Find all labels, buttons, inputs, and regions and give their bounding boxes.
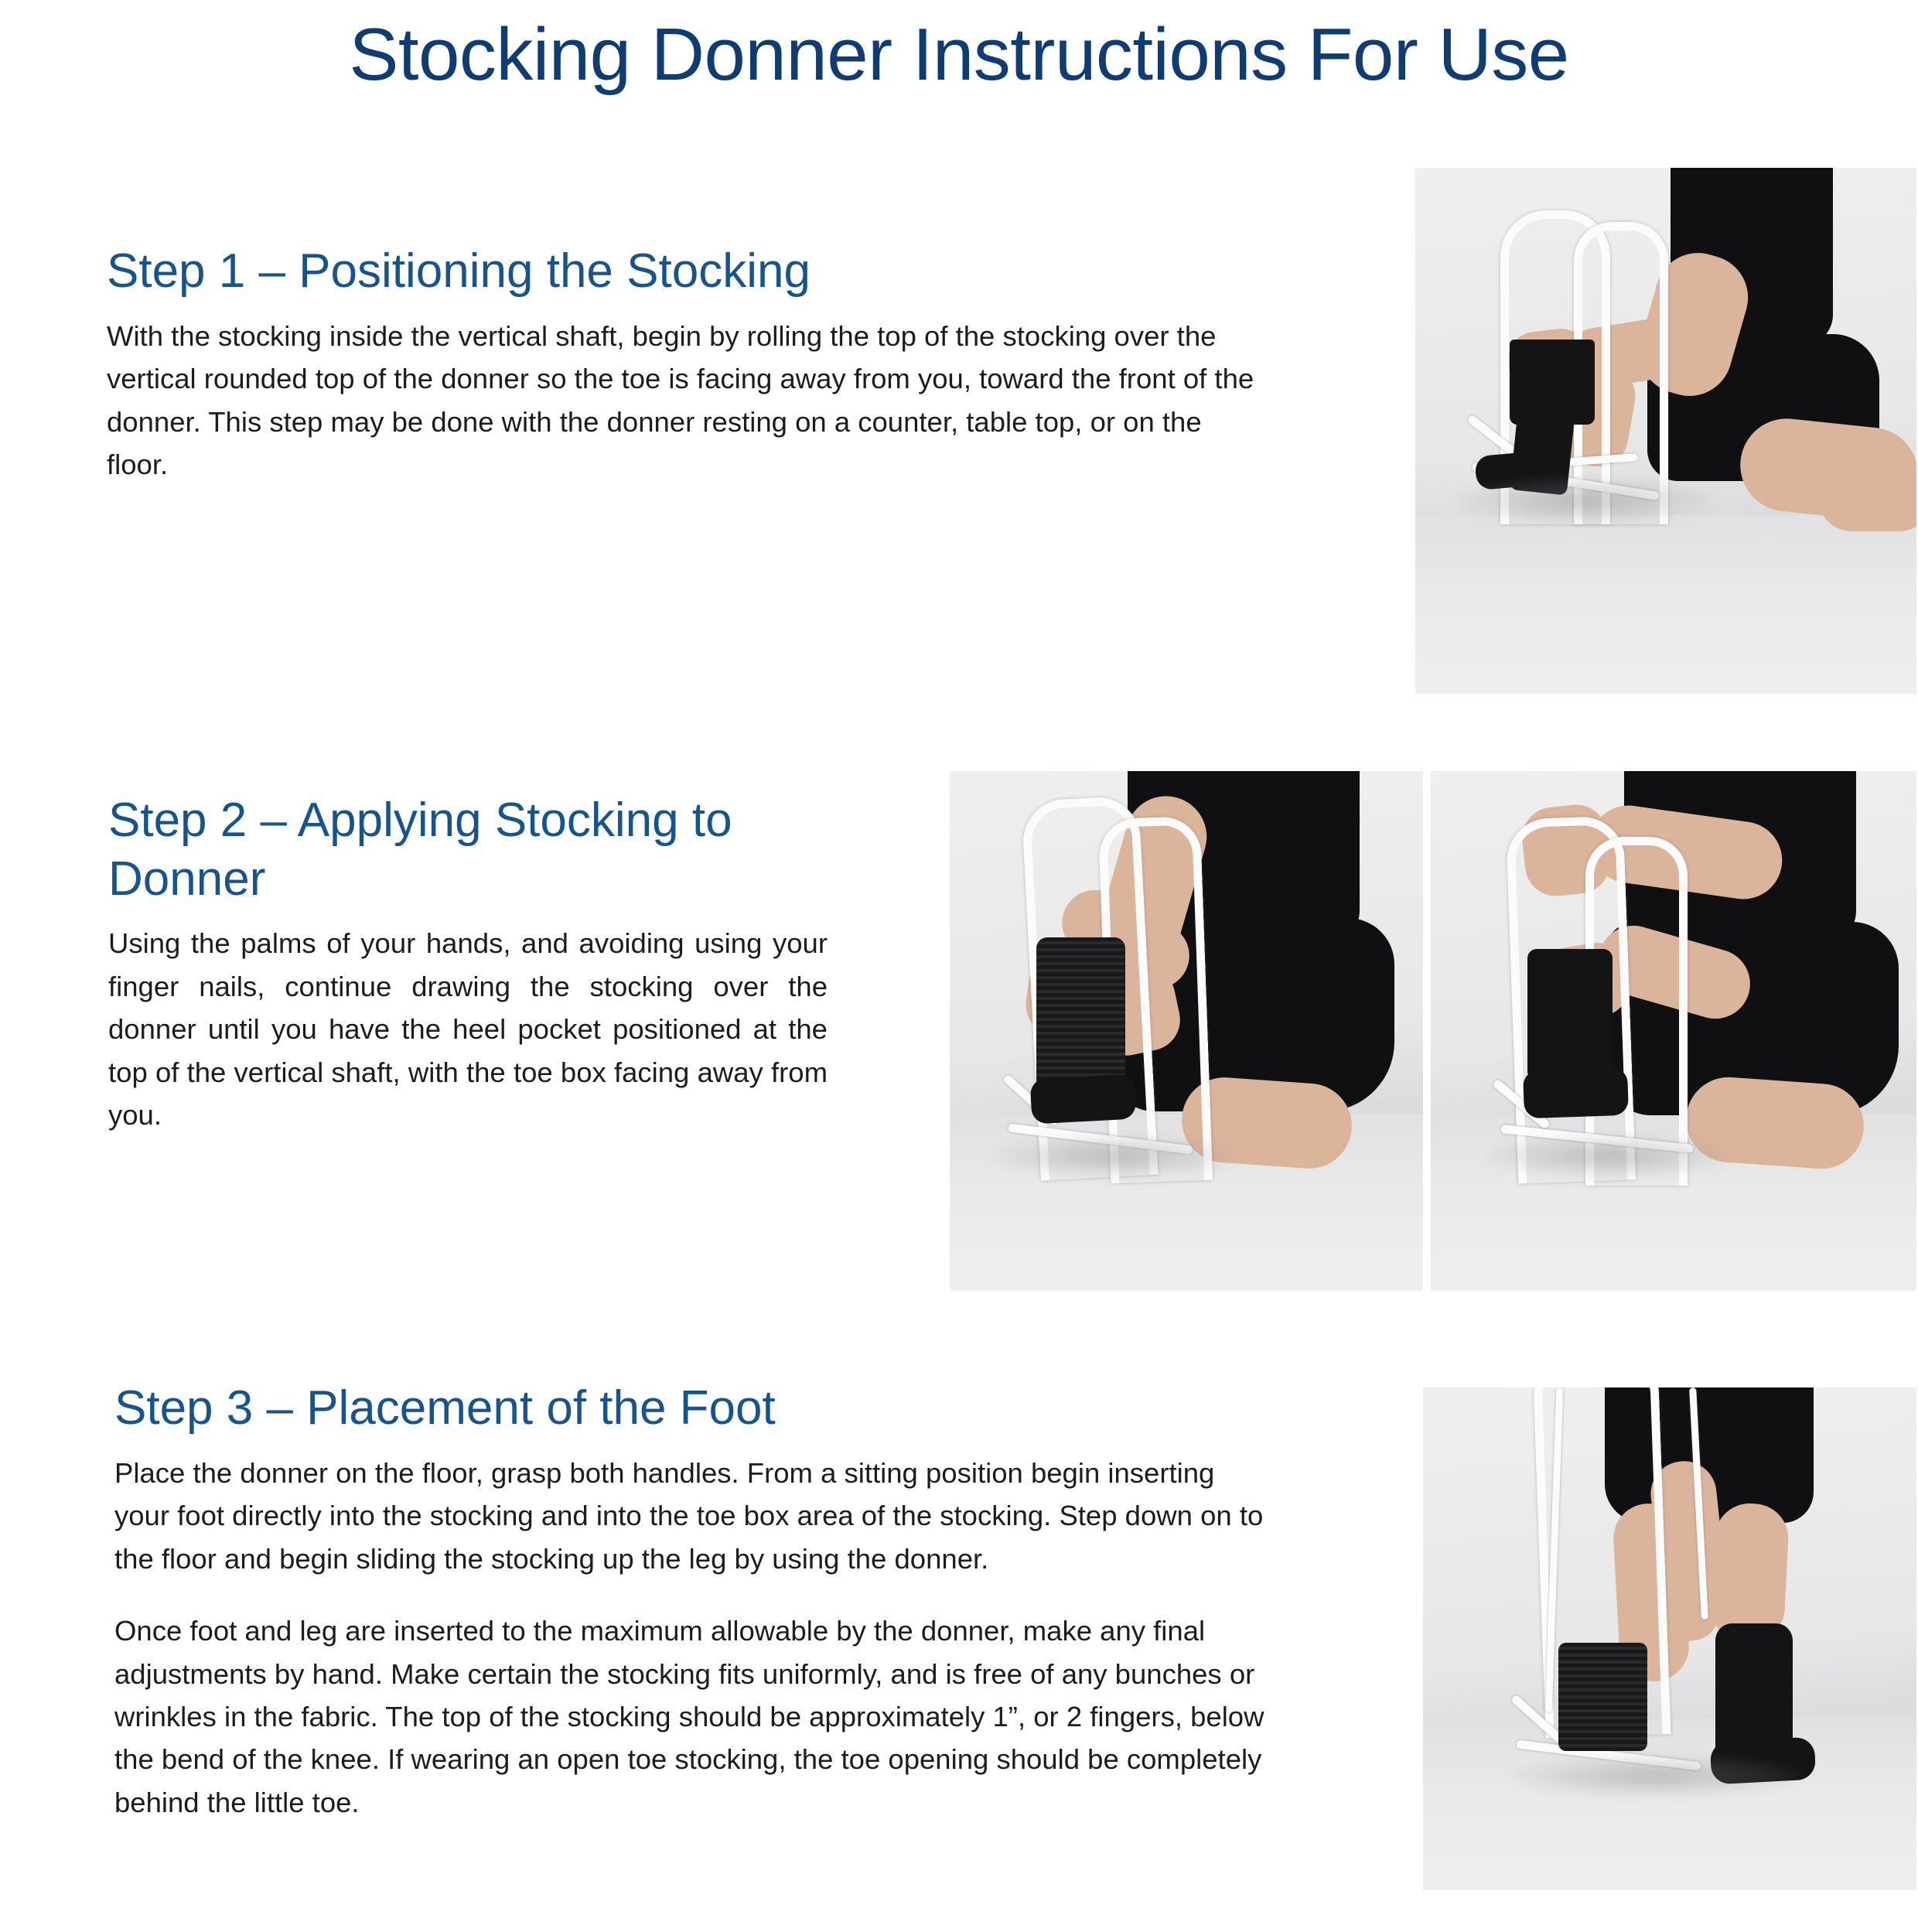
page-title: Stocking Donner Instructions For Use xyxy=(349,13,1569,96)
document-page xyxy=(0,14,1918,1932)
step-2-photo-right xyxy=(1431,771,1916,1291)
step-3-heading: Step 3 – Placement of the Foot xyxy=(114,1381,776,1435)
photo-floor xyxy=(1423,1719,1916,1890)
step-3-paragraph-1: Place the donner on the floor, grasp both handles. From a sitting position begin inserting your foot directly into the stocking and into the toe box area of the stocking. Step down on to the floor and begin sliding the stocking up the leg by using the donner. xyxy=(114,1456,1264,1575)
person-calf xyxy=(1817,462,1916,531)
step-1-body xyxy=(107,315,1267,486)
stocking xyxy=(1527,949,1613,1080)
step-2-paragraph-1: Using the palms of your hands, and avoiding using your finger nails, continue drawing the stocking over the donner until you have the heel pocket positioned at the top of the vertical shaft, with the toe box facing away from you. xyxy=(108,927,828,1132)
step-3-paragraph-2: Once foot and leg are inserted to the maximum allowable by the donner, make any final adjustments by hand. Make certain the stocking fits uniformly, and is free of any bunches or wrinkles in the fabric. The top of the stocking should be approximately 1”, or 2 fingers, below the bend of the knee. If wearing an open toe stocking, the toe opening should be completely behind the little toe. xyxy=(114,1615,1264,1818)
step-3-body xyxy=(114,1452,1267,1824)
stocking-on-donner xyxy=(1558,1643,1647,1751)
step-1-photo xyxy=(1415,168,1916,694)
step-3-section xyxy=(114,1379,1267,1824)
step-1-paragraph-1: With the stocking inside the vertical shaft, begin by rolling the top of the stocking over the vertical rounded top of the donner so the toe is facing away from you, toward the front of the donner. This step may be done with the donner resting on a counter, table top, or on the floor. xyxy=(107,319,1254,481)
step-3-photo xyxy=(1423,1388,1916,1890)
stocking-toe xyxy=(1030,1074,1137,1125)
photo-shadow xyxy=(1508,1755,1802,1797)
photo-shadow xyxy=(992,1135,1240,1177)
step-1-section xyxy=(107,242,1267,486)
photo-floor xyxy=(1415,515,1916,694)
stocking xyxy=(1036,937,1125,1092)
step-2-body xyxy=(108,922,828,1136)
step-2-photo-left xyxy=(950,771,1423,1291)
stocking-toe xyxy=(1523,1067,1629,1119)
step-2-heading: Step 2 – Applying Stocking to Donner xyxy=(108,794,732,906)
step-2-section xyxy=(108,791,828,1137)
photo-shadow xyxy=(1458,477,1713,524)
photo-shadow xyxy=(1485,1135,1732,1177)
step-1-heading: Step 1 – Positioning the Stocking xyxy=(107,244,811,298)
